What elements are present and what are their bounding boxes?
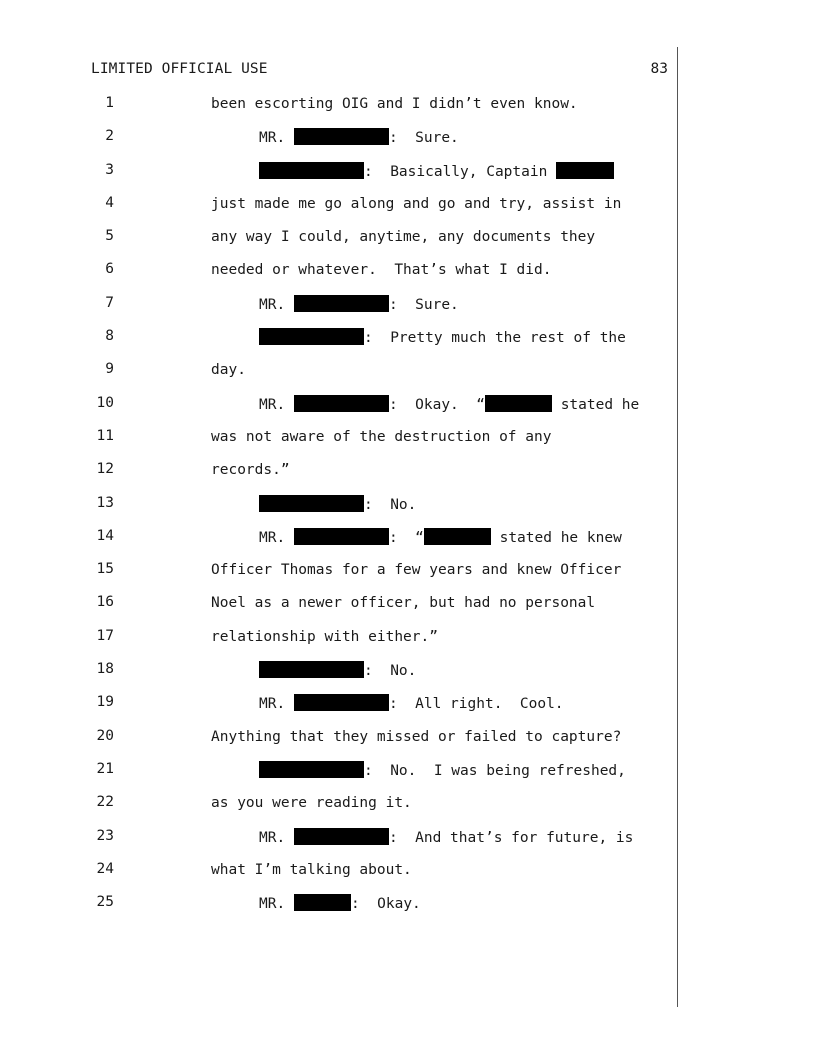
line-7 — [0, 288, 816, 321]
line-text: any way I could, anytime, any documents they — [211, 229, 596, 246]
redaction — [259, 328, 364, 345]
line-text: : No. — [364, 663, 417, 680]
line-text: : No. I was being refreshed, — [364, 762, 626, 779]
redaction — [294, 828, 389, 845]
redaction — [259, 761, 364, 778]
line-number: 15 — [96, 561, 114, 578]
line-24 — [0, 854, 816, 887]
line-text: : Pretty much the rest of the — [364, 330, 626, 347]
speaker-prefix: MR. — [259, 529, 286, 546]
line-text: was not aware of the destruction of any — [211, 428, 552, 445]
line-text: : Okay. “ — [388, 396, 485, 413]
line-text: : “ — [388, 529, 424, 546]
line-number: 8 — [105, 328, 114, 345]
redaction — [485, 395, 552, 412]
line-21 — [0, 754, 816, 787]
line-number: 10 — [96, 394, 114, 411]
redaction — [259, 495, 364, 512]
line-number: 14 — [96, 527, 114, 544]
line-text-continued: stated he knew — [490, 529, 622, 546]
line-number: 9 — [105, 361, 114, 378]
line-text: records.” — [211, 462, 290, 479]
speaker-prefix: MR. — [259, 130, 286, 147]
redaction — [294, 894, 351, 911]
line-number: 13 — [96, 494, 114, 511]
line-number: 22 — [96, 794, 114, 811]
line-number: 19 — [96, 694, 114, 711]
line-number: 23 — [96, 827, 114, 844]
speaker-prefix: MR. — [259, 696, 286, 713]
line-text: : All right. Cool. — [388, 696, 564, 713]
redaction — [294, 295, 389, 312]
speaker-prefix: MR. — [259, 896, 286, 913]
line-text: : Basically, Captain — [364, 163, 557, 180]
line-number: 7 — [105, 294, 114, 311]
line-5 — [0, 221, 816, 254]
redaction — [259, 162, 364, 179]
line-23 — [0, 821, 816, 854]
line-number: 1 — [105, 95, 114, 111]
line-number: 12 — [96, 461, 114, 478]
line-13 — [0, 488, 816, 521]
line-text: what I’m talking about. — [211, 861, 412, 878]
line-text: Noel as a newer officer, but had no personal — [211, 595, 596, 612]
line-text: Officer Thomas for a few years and knew Officer — [211, 562, 622, 579]
line-number: 11 — [96, 427, 114, 444]
line-2 — [0, 121, 816, 154]
speaker-prefix: MR. — [259, 296, 286, 313]
line-number: 17 — [96, 627, 114, 644]
transcript-lines — [0, 88, 816, 920]
line-number: 5 — [105, 228, 114, 245]
redaction — [556, 162, 614, 179]
line-12 — [0, 454, 816, 487]
line-number: 6 — [105, 261, 114, 278]
page-number: 83 — [650, 61, 668, 77]
line-22 — [0, 787, 816, 820]
speaker-prefix: MR. — [259, 396, 286, 413]
line-11 — [0, 421, 816, 454]
line-text-continued: stated he — [551, 396, 640, 413]
redaction — [259, 661, 364, 678]
line-6 — [0, 254, 816, 287]
line-number: 20 — [96, 727, 114, 744]
line-4 — [0, 188, 816, 221]
line-3 — [0, 155, 816, 188]
line-number: 25 — [96, 894, 114, 911]
line-16 — [0, 587, 816, 620]
line-text: Anything that they missed or failed to capture? — [211, 728, 622, 745]
redaction — [294, 694, 389, 711]
line-number: 24 — [96, 860, 114, 877]
line-14 — [0, 521, 816, 554]
redaction — [294, 128, 389, 145]
redaction — [294, 528, 389, 545]
line-text: relationship with either.” — [211, 628, 438, 645]
line-text: : Sure. — [388, 296, 459, 313]
line-number: 21 — [96, 760, 114, 777]
line-20 — [0, 721, 816, 754]
line-text: as you were reading it. — [211, 795, 412, 812]
header-label: LIMITED OFFICIAL USE — [91, 61, 268, 77]
line-text: day. — [211, 362, 246, 379]
line-text: : And that’s for future, is — [388, 829, 634, 846]
line-text: just made me go along and go and try, assist in — [211, 195, 622, 212]
redaction — [294, 395, 389, 412]
line-17 — [0, 621, 816, 654]
redaction — [424, 528, 491, 545]
line-text: : No. — [364, 496, 417, 513]
speaker-prefix: MR. — [259, 829, 286, 846]
line-8 — [0, 321, 816, 354]
line-19 — [0, 687, 816, 720]
line-25 — [0, 887, 816, 920]
line-text: needed or whatever. That’s what I did. — [211, 262, 552, 279]
line-9 — [0, 354, 816, 387]
line-number: 2 — [105, 128, 114, 145]
line-1 — [0, 88, 816, 121]
line-number: 16 — [96, 594, 114, 611]
line-18 — [0, 654, 816, 687]
line-number: 4 — [105, 194, 114, 211]
line-text: been escorting OIG and I didn’t even know. — [211, 96, 578, 112]
line-number: 18 — [96, 661, 114, 678]
line-10 — [0, 388, 816, 421]
line-text: : Okay. — [350, 896, 421, 913]
line-number: 3 — [105, 161, 114, 178]
line-text: : Sure. — [388, 130, 459, 147]
line-15 — [0, 554, 816, 587]
